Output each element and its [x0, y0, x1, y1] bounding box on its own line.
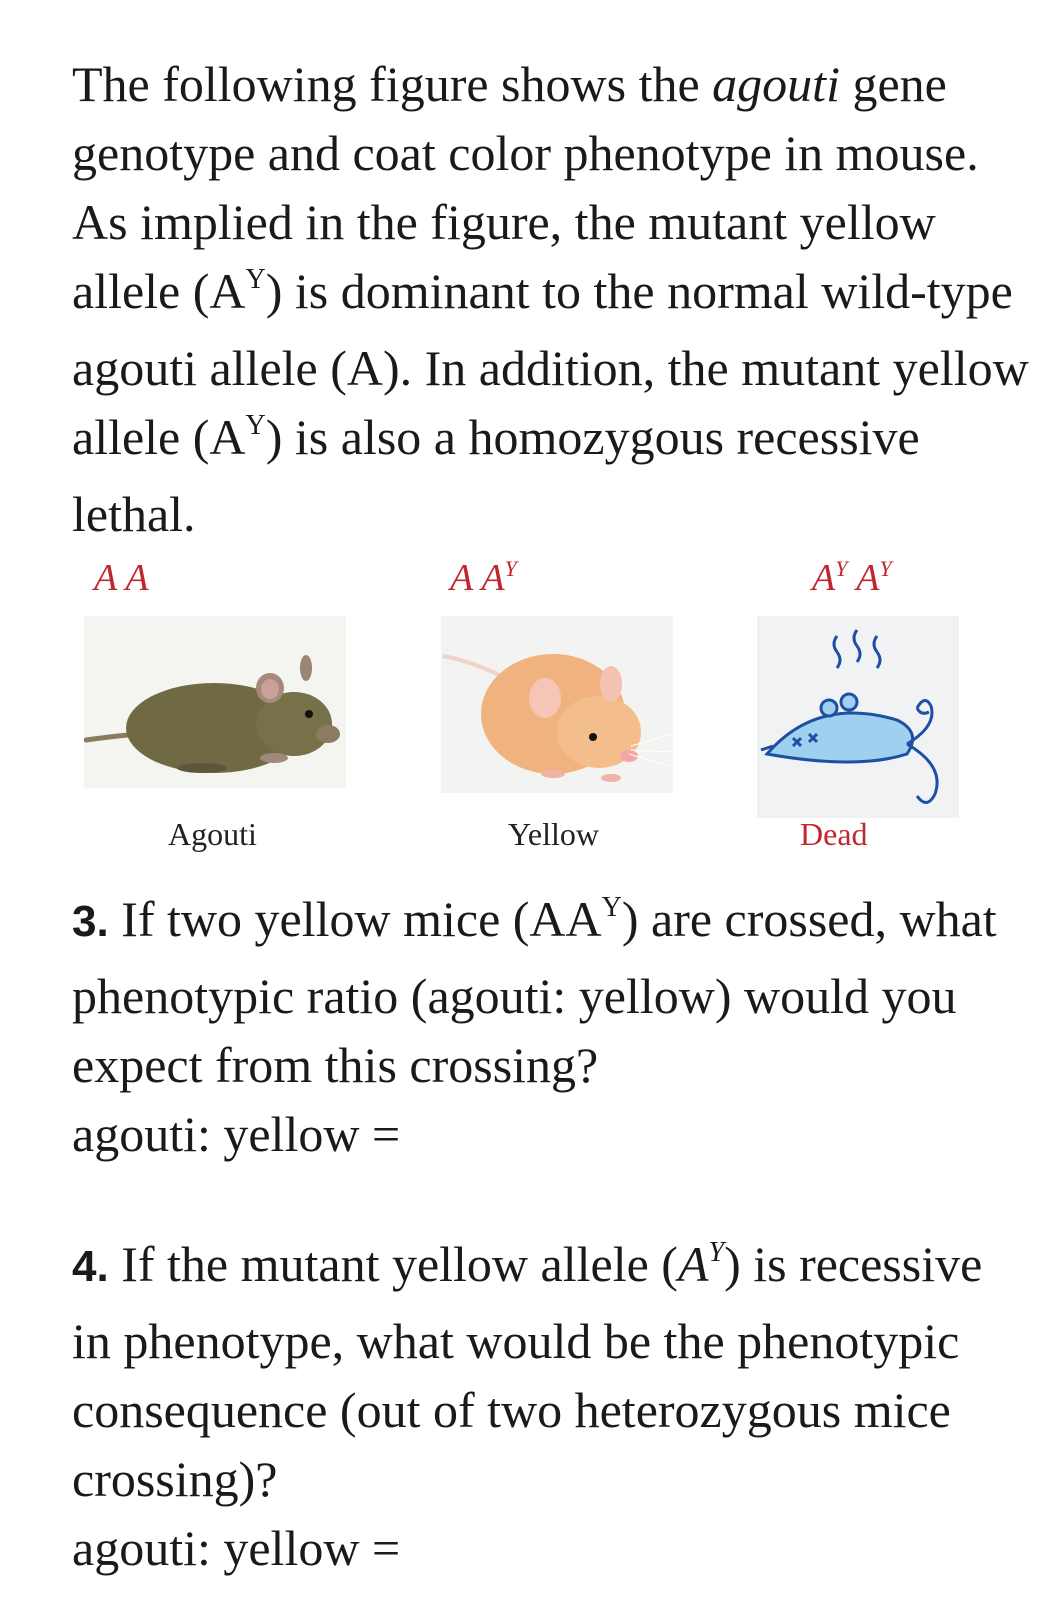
dead-mouse-image	[757, 616, 959, 818]
allele-superscript: Y	[708, 1237, 725, 1268]
agouti-mouse-image	[84, 616, 346, 788]
intro-text: gene genotype and coat color phenotype in mouse. As implied in the figure, the mutant yellow allele (A	[72, 56, 979, 319]
caption-dead: Dead	[800, 816, 868, 852]
answer-label: agouti: yellow =	[72, 1106, 401, 1162]
answer-label: agouti: yellow =	[72, 1520, 401, 1576]
question-number: 3.	[72, 897, 109, 946]
caption-agouti: Agouti	[168, 816, 257, 852]
question-text: If the mutant yellow allele (	[108, 1236, 678, 1292]
allele-symbol: A	[677, 1236, 709, 1292]
genotype-label-aay: A $A^Y$	[450, 556, 517, 599]
question-4	[72, 1230, 1032, 1583]
genotype-label-ayay: $A^Y$ $A^Y$	[812, 556, 892, 599]
question-text: ) is recessive in phenotype, what would be the phenotypic consequence (out of two heterozygous mice crossing)?	[72, 1236, 983, 1507]
yellow-mouse-image	[441, 616, 673, 793]
caption-yellow: Yellow	[508, 816, 599, 852]
question-text: ) are crossed, what phenotypic ratio (agouti: yellow) would you expect from this crossing?	[72, 891, 997, 1093]
genotype-label-aa: A A	[94, 557, 149, 599]
allele-superscript: Y	[601, 892, 622, 923]
question-3	[72, 885, 1032, 1169]
intro-text: ) is dominant to the normal wild-type agouti allele (A). In addition, the mutant yellow allele (A	[72, 263, 1029, 465]
gene-name: agouti	[712, 56, 840, 112]
allele-superscript: Y	[245, 410, 266, 441]
intro-text: ) is also a homozygous recessive lethal.	[72, 409, 920, 542]
intro-paragraph	[72, 50, 1032, 549]
intro-text: The following figure shows the	[72, 56, 713, 112]
question-text: If two yellow mice (AA	[108, 891, 602, 947]
allele-superscript: Y	[245, 264, 266, 295]
question-number: 4.	[72, 1242, 109, 1291]
